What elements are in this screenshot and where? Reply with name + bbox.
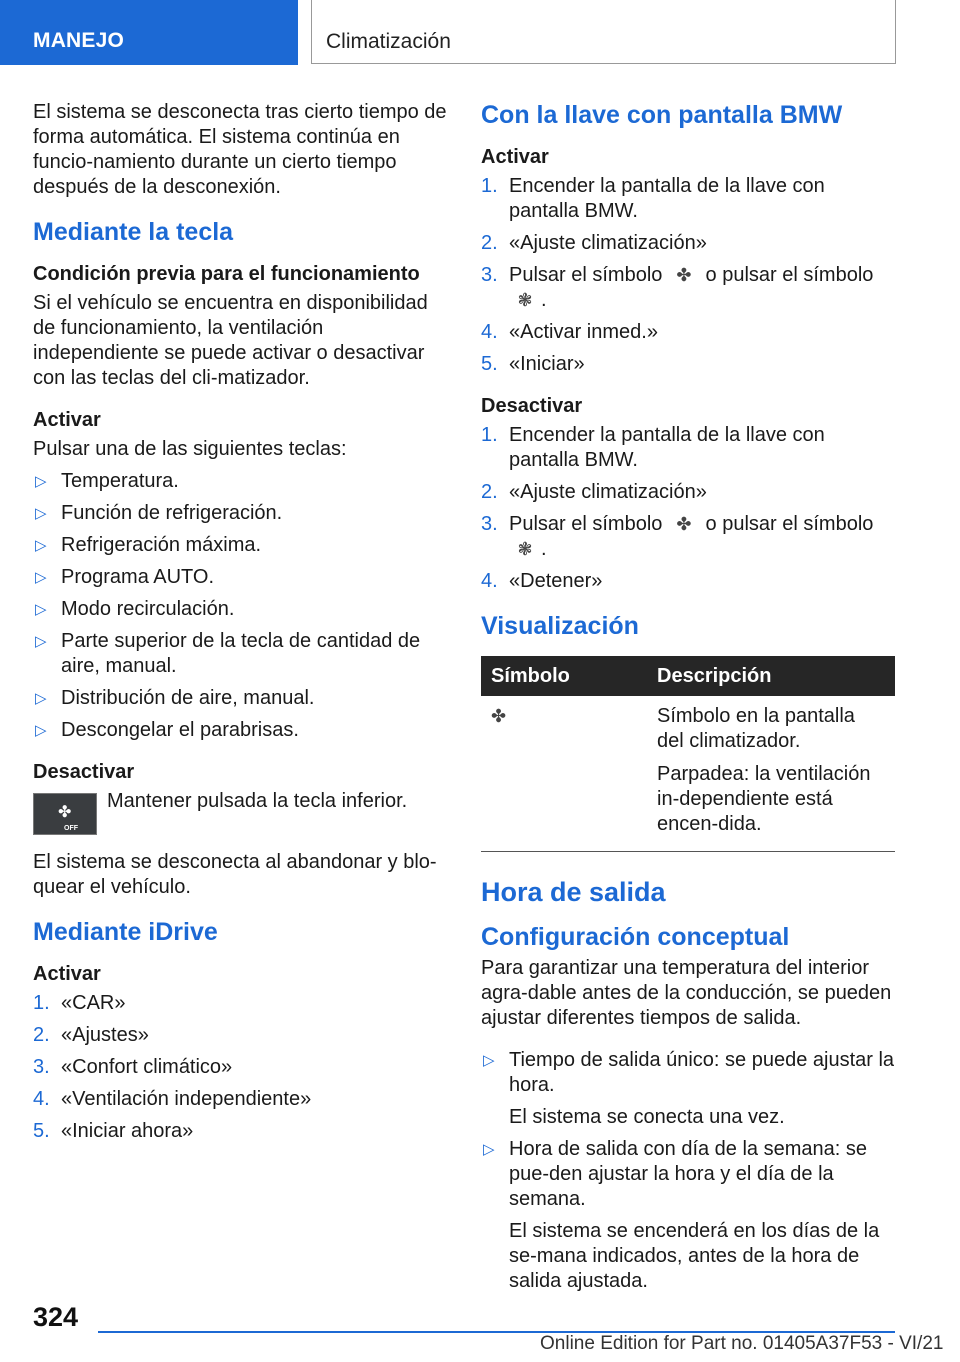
- list-item: ▷ Descongelar el parabrisas.: [35, 719, 299, 741]
- list-item: 1. Encender la pantalla de la llave con pantalla BMW.: [481, 424, 825, 471]
- list-item: ▷ Función de refrigeración.: [35, 502, 283, 524]
- fan-off-key-icon: [33, 793, 97, 835]
- idrive-activate-heading: Activar: [33, 963, 101, 985]
- list-item: 1. Encender la pantalla de la llave con pantalla BMW.: [481, 175, 825, 222]
- description-line: Símbolo en la pantalla del climatizador.: [657, 705, 855, 752]
- column-header-description: Descripción: [647, 656, 895, 696]
- list-item: 1. «CAR»: [33, 992, 126, 1014]
- list-item: 5. «Iniciar»: [481, 353, 585, 375]
- precondition-text: Si el vehículo se encuentra en disponibilidad de funcionamiento, la ventilación independiente se puede activar o desactivar con las teclas del cli-matizador.: [33, 292, 428, 389]
- deactivate-text: Mantener pulsada la tecla inferior.: [107, 790, 408, 812]
- intro-paragraph: El sistema se desconecta tras cierto tiempo de forma automática. El sistema continúa en funcio-namiento durante un cierto tiempo después de la desconexión.: [33, 101, 447, 198]
- llave-activate-steps: [481, 174, 895, 377]
- keys-list: [33, 469, 453, 743]
- list-item: ▷ Refrigeración máxima.: [35, 534, 262, 556]
- section-title: MANEJO: [33, 29, 125, 52]
- deactivate-key-row: [33, 789, 453, 833]
- symbol-table: [481, 656, 895, 852]
- bullet-triangle-icon: ▷: [35, 722, 47, 739]
- bullet-triangle-icon: ▷: [483, 1141, 495, 1158]
- list-item: 3. Pulsar el símbolo ✤ o pulsar el símbolo ❃ .: [481, 513, 874, 560]
- tecla-heading: Mediante la tecla: [33, 218, 234, 246]
- list-item: 5. «Iniciar ahora»: [33, 1120, 194, 1142]
- bullet-triangle-icon: ▷: [35, 690, 47, 707]
- list-item: ▷ Modo recirculación.: [35, 598, 235, 620]
- fan-symbol-icon: ✤: [676, 265, 692, 285]
- concept-text: Para garantizar una temperatura del interior agra-dable antes de la conducción, se pueden ajustar diferentes tiempos de salida.: [481, 957, 892, 1029]
- edition-note: Online Edition for Part no. 01405A37F53 - VI/21: [540, 1333, 944, 1354]
- llave-heading: Con la llave con pantalla BMW: [481, 101, 843, 129]
- description-line: Parpadea: la ventilación in-dependiente está encen-dida.: [657, 763, 871, 835]
- section-tab: [0, 0, 298, 65]
- page-number: 324: [33, 1302, 79, 1332]
- precondition-heading: Condición previa para el funcionamiento: [33, 263, 420, 285]
- list-item: ▷ Temperatura.: [35, 470, 179, 492]
- fan-symbol-icon: ✤: [491, 706, 507, 726]
- list-item: 2. «Ajuste climatización»: [481, 481, 707, 503]
- list-item: 4. «Activar inmed.»: [481, 321, 658, 343]
- visualizacion-heading: Visualización: [481, 612, 639, 640]
- fan-mode-symbol-icon: ❃: [517, 539, 533, 559]
- column-header-symbol: Símbolo: [481, 656, 647, 696]
- list-item: 2. «Ajustes»: [33, 1024, 149, 1046]
- bullet-triangle-icon: ▷: [35, 473, 47, 490]
- idrive-steps: [33, 991, 453, 1144]
- list-item: 2. «Ajuste climatización»: [481, 232, 707, 254]
- concept-heading: Configuración conceptual: [481, 923, 790, 951]
- list-item: ▷ Distribución de aire, manual.: [35, 687, 315, 709]
- fan-icon: ✤: [58, 804, 72, 821]
- bullet-triangle-icon: ▷: [483, 1052, 495, 1069]
- off-label: OFF: [64, 825, 78, 832]
- list-item: ▷ Parte superior de la tecla de cantidad de aire, manual.: [35, 630, 421, 677]
- bullet-triangle-icon: ▷: [35, 633, 47, 650]
- llave-activate-heading: Activar: [481, 146, 549, 168]
- chapter-title: Climatización: [326, 30, 451, 53]
- list-item: 3. Pulsar el símbolo ✤ o pulsar el símbolo ❃ .: [481, 264, 874, 311]
- bullet-triangle-icon: ▷: [35, 505, 47, 522]
- deactivate-heading: Desactivar: [33, 761, 135, 783]
- fan-mode-symbol-icon: ❃: [517, 290, 533, 310]
- departure-list: [481, 1048, 895, 1294]
- list-item: 4. «Detener»: [481, 570, 603, 592]
- list-item: ▷ Tiempo de salida único: se puede ajustar la hora. El sistema se conecta una vez.: [483, 1049, 895, 1128]
- left-column: [33, 100, 453, 1161]
- llave-deactivate-steps: [481, 423, 895, 594]
- hora-heading: Hora de salida: [481, 877, 666, 907]
- activate-text: Pulsar una de las siguientes teclas:: [33, 438, 347, 460]
- bullet-triangle-icon: ▷: [35, 569, 47, 586]
- after-text: El sistema se desconecta al abandonar y blo-quear el vehículo.: [33, 851, 437, 898]
- bullet-triangle-icon: ▷: [35, 601, 47, 618]
- list-item: 4. «Ventilación independiente»: [33, 1088, 312, 1110]
- fan-symbol-icon: ✤: [676, 514, 692, 534]
- list-item: 3. «Confort climático»: [33, 1056, 233, 1078]
- list-item: ▷ Programa AUTO.: [35, 566, 215, 588]
- idrive-heading: Mediante iDrive: [33, 918, 218, 946]
- chapter-tab: [311, 0, 896, 64]
- llave-deactivate-heading: Desactivar: [481, 395, 583, 417]
- activate-heading: Activar: [33, 409, 101, 431]
- table-row: [481, 696, 895, 852]
- list-item: ▷ Hora de salida con día de la semana: se pue-den ajustar la hora y el día de la semana. El sistema se encenderá en los días de la se-mana indicados, antes de la hora de salida ajustada.: [483, 1138, 880, 1292]
- bullet-triangle-icon: ▷: [35, 537, 47, 554]
- right-column: [481, 100, 895, 1311]
